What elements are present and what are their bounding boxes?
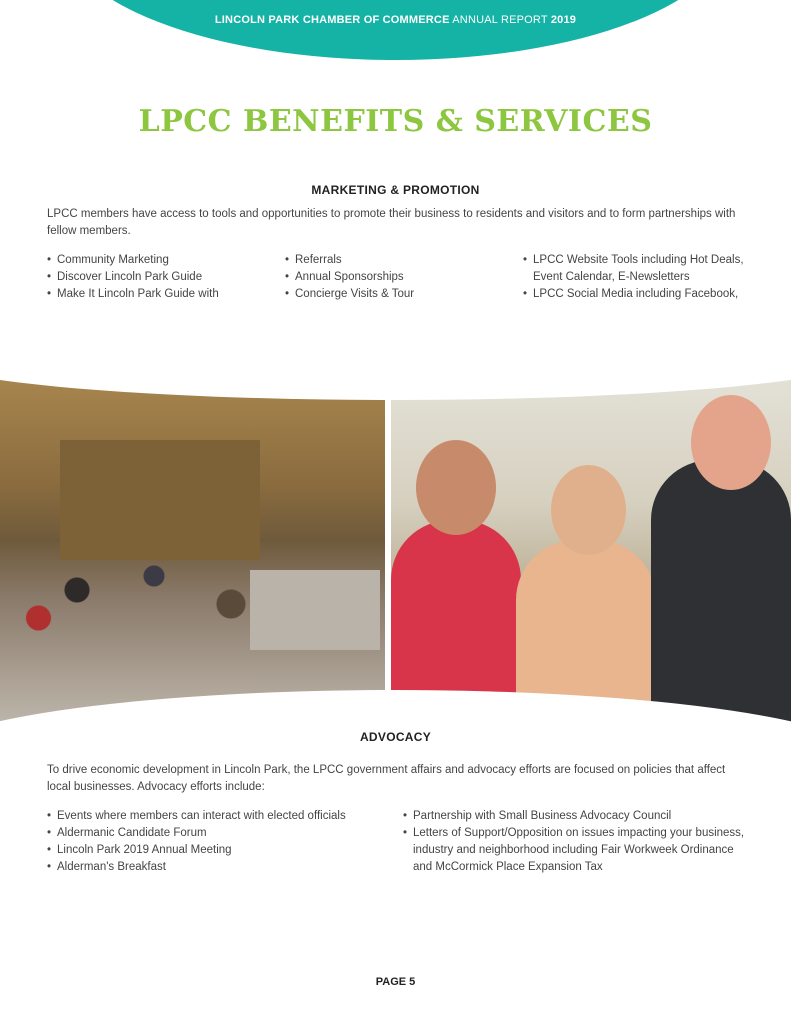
list-item: • Discover Lincoln Park Guide xyxy=(47,269,282,286)
header-report: ANNUAL REPORT xyxy=(449,14,551,26)
advocacy-intro: To drive economic development in Lincoln Park, the LPCC government affairs and advocacy efforts are focused on policies that affect local businesses. Advocacy efforts include: xyxy=(47,764,726,793)
header-title xyxy=(0,14,791,26)
list-item: • LPCC Website Tools including Hot Deals, Event Calendar, E-Newsletters xyxy=(523,252,751,286)
photo-face-2 xyxy=(551,465,626,555)
list-item: • Events where members can interact with elected officials xyxy=(47,808,397,825)
photo-face-1 xyxy=(416,440,496,535)
photo-face-3 xyxy=(691,395,771,490)
list-item: • Partnership with Small Business Advocacy Council xyxy=(403,808,748,825)
list-item: • LPCC Social Media including Facebook, xyxy=(523,286,751,320)
advocacy-heading: ADVOCACY xyxy=(359,730,432,744)
list-item: • Alderman's Breakfast xyxy=(47,859,397,876)
header-banner xyxy=(60,0,731,60)
marketing-intro: LPCC members have access to tools and opportunities to promote their business to residents and visitors and to form partnerships with fellow members. xyxy=(47,208,736,237)
header-year: 2019 xyxy=(550,14,577,26)
list-item: • Aldermanic Candidate Forum xyxy=(47,825,397,842)
advocacy-list-2 xyxy=(403,808,748,876)
list-item-text: Make It Lincoln Park Guide with xyxy=(57,288,219,300)
list-item: • Annual Sponsorships xyxy=(285,269,505,286)
list-item: • Referrals xyxy=(285,252,505,269)
page-number: PAGE 5 xyxy=(375,976,416,988)
photo-table xyxy=(250,570,380,650)
advocacy-list-1 xyxy=(47,808,397,876)
list-item: • Letters of Support/Opposition on issues impacting your business, industry and neighborhood including Fair Workweek Ordinance and McCormick Place Expansion Tax xyxy=(403,825,748,876)
header-org: LINCOLN PARK CHAMBER OF COMMERCE xyxy=(214,14,450,26)
list-item: • Lincoln Park 2019 Annual Meeting xyxy=(47,842,397,859)
list-item: • Community Marketing xyxy=(47,252,282,269)
page-title: LPCC BENEFITS & SERVICES xyxy=(138,104,653,139)
photo-top-curve xyxy=(0,300,791,400)
list-item: • Concierge Visits & Tour xyxy=(285,286,505,303)
marketing-heading: MARKETING & PROMOTION xyxy=(311,183,480,197)
